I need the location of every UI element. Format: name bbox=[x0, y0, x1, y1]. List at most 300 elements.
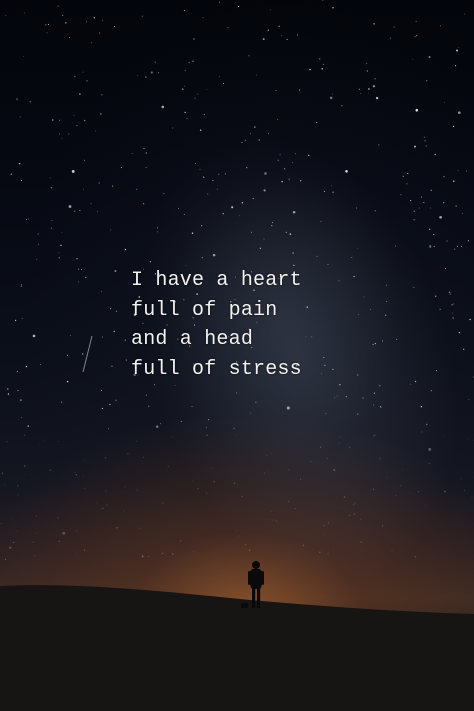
star bbox=[255, 402, 256, 403]
star bbox=[445, 268, 446, 269]
star bbox=[46, 32, 47, 33]
star bbox=[15, 320, 16, 321]
star bbox=[375, 210, 376, 211]
star bbox=[59, 257, 60, 258]
star bbox=[50, 470, 51, 471]
quote-line-2: full of pain bbox=[131, 298, 278, 322]
star bbox=[357, 413, 358, 414]
star bbox=[108, 428, 109, 429]
star bbox=[359, 89, 360, 90]
star bbox=[458, 170, 459, 171]
star bbox=[279, 26, 280, 27]
star bbox=[429, 229, 430, 230]
star bbox=[366, 63, 367, 64]
star bbox=[349, 447, 350, 448]
star bbox=[6, 441, 7, 442]
star bbox=[353, 504, 354, 505]
star bbox=[148, 406, 149, 407]
star bbox=[5, 15, 6, 16]
quote-line-4: full of stress bbox=[131, 357, 302, 381]
star bbox=[213, 481, 214, 482]
star bbox=[333, 469, 335, 471]
star bbox=[30, 101, 31, 102]
star bbox=[453, 181, 454, 182]
star bbox=[213, 254, 216, 257]
star bbox=[21, 417, 22, 418]
star bbox=[86, 80, 87, 81]
star bbox=[143, 457, 144, 458]
star bbox=[450, 293, 451, 294]
star bbox=[69, 205, 72, 208]
star bbox=[253, 198, 254, 199]
star bbox=[84, 160, 85, 161]
star bbox=[431, 190, 432, 191]
star bbox=[101, 94, 102, 95]
star bbox=[231, 206, 233, 208]
star bbox=[19, 163, 21, 165]
star bbox=[39, 443, 40, 444]
star bbox=[136, 189, 137, 190]
star bbox=[373, 344, 374, 345]
star bbox=[195, 163, 196, 164]
star bbox=[410, 384, 411, 385]
star bbox=[316, 122, 317, 123]
star bbox=[115, 400, 116, 401]
star bbox=[203, 17, 204, 18]
star bbox=[112, 186, 113, 187]
star bbox=[413, 287, 414, 288]
star bbox=[272, 222, 273, 223]
star bbox=[59, 133, 60, 134]
star bbox=[193, 38, 194, 39]
star bbox=[13, 542, 14, 543]
star bbox=[395, 246, 396, 247]
star bbox=[150, 261, 151, 262]
star bbox=[139, 528, 140, 529]
star bbox=[5, 485, 6, 486]
star bbox=[424, 140, 425, 141]
star bbox=[374, 393, 375, 394]
star bbox=[58, 252, 59, 253]
star bbox=[295, 153, 296, 154]
star bbox=[181, 421, 182, 422]
star bbox=[456, 50, 458, 52]
star bbox=[114, 331, 115, 332]
star bbox=[321, 373, 322, 374]
star bbox=[207, 89, 208, 90]
star bbox=[238, 6, 239, 7]
star bbox=[425, 505, 426, 506]
star bbox=[67, 355, 68, 356]
star bbox=[2, 472, 3, 473]
star bbox=[206, 434, 207, 435]
star bbox=[354, 503, 355, 504]
star bbox=[106, 504, 107, 505]
star bbox=[17, 485, 18, 486]
star bbox=[36, 533, 37, 534]
star bbox=[453, 126, 454, 127]
star bbox=[363, 297, 364, 298]
star bbox=[116, 527, 117, 528]
star bbox=[414, 36, 415, 37]
star bbox=[24, 12, 25, 13]
star bbox=[193, 551, 194, 552]
star bbox=[433, 234, 434, 235]
star bbox=[33, 542, 34, 543]
star bbox=[208, 419, 209, 420]
star bbox=[132, 153, 133, 154]
star bbox=[242, 142, 243, 143]
star bbox=[446, 240, 447, 241]
star bbox=[423, 202, 424, 203]
star bbox=[17, 390, 18, 391]
star bbox=[332, 191, 333, 192]
star bbox=[238, 536, 239, 537]
star bbox=[332, 369, 333, 370]
star bbox=[219, 76, 220, 77]
star bbox=[160, 423, 161, 424]
star bbox=[105, 457, 106, 458]
star bbox=[373, 435, 374, 436]
star bbox=[180, 540, 181, 541]
star bbox=[263, 38, 265, 40]
star bbox=[84, 488, 85, 489]
star bbox=[151, 71, 153, 73]
star bbox=[331, 186, 332, 187]
star bbox=[7, 388, 8, 389]
star bbox=[211, 467, 212, 468]
star bbox=[100, 113, 101, 114]
star bbox=[453, 303, 454, 304]
star bbox=[203, 176, 204, 177]
star bbox=[126, 360, 127, 361]
star bbox=[57, 5, 58, 6]
star bbox=[278, 160, 279, 161]
star bbox=[412, 59, 413, 60]
star bbox=[83, 189, 84, 190]
star bbox=[1, 523, 2, 524]
star bbox=[163, 193, 164, 194]
star bbox=[327, 553, 328, 554]
quote-line-3: and a head bbox=[131, 328, 254, 351]
star bbox=[288, 469, 289, 470]
star bbox=[84, 460, 85, 461]
star bbox=[356, 207, 357, 208]
star bbox=[184, 112, 185, 113]
star bbox=[461, 246, 462, 247]
star bbox=[59, 120, 60, 121]
star bbox=[76, 530, 77, 531]
star bbox=[464, 14, 465, 15]
star bbox=[333, 550, 334, 551]
star bbox=[323, 64, 324, 65]
star bbox=[407, 173, 408, 174]
star bbox=[419, 208, 420, 209]
star bbox=[256, 75, 257, 76]
star bbox=[21, 180, 22, 181]
star bbox=[62, 15, 63, 16]
star bbox=[385, 315, 386, 316]
star bbox=[400, 485, 401, 486]
star bbox=[148, 556, 149, 557]
star bbox=[192, 406, 193, 407]
star bbox=[295, 508, 296, 509]
star bbox=[20, 399, 21, 400]
star bbox=[186, 118, 187, 119]
star bbox=[349, 515, 350, 516]
star bbox=[466, 171, 467, 172]
star bbox=[184, 214, 185, 215]
star bbox=[192, 61, 193, 62]
star bbox=[184, 86, 185, 87]
star bbox=[142, 555, 144, 557]
star bbox=[78, 269, 79, 270]
star bbox=[34, 555, 35, 556]
star bbox=[260, 248, 261, 249]
star bbox=[354, 276, 355, 277]
star bbox=[102, 408, 103, 409]
star bbox=[155, 61, 156, 62]
star bbox=[434, 246, 435, 247]
star bbox=[357, 248, 358, 249]
star bbox=[324, 534, 325, 535]
star bbox=[436, 370, 437, 371]
star bbox=[415, 381, 416, 382]
star bbox=[206, 493, 207, 494]
star bbox=[157, 227, 158, 228]
star bbox=[79, 476, 80, 477]
star bbox=[97, 211, 98, 212]
star bbox=[341, 105, 342, 106]
star bbox=[146, 152, 147, 153]
star bbox=[414, 211, 415, 212]
star bbox=[403, 176, 404, 177]
star bbox=[105, 491, 106, 492]
star bbox=[24, 465, 25, 466]
star bbox=[102, 20, 103, 21]
star bbox=[62, 138, 63, 139]
star bbox=[292, 252, 293, 253]
star bbox=[334, 397, 335, 398]
star bbox=[324, 191, 325, 192]
star bbox=[162, 106, 165, 109]
star bbox=[440, 25, 441, 26]
star bbox=[424, 137, 425, 138]
star bbox=[443, 202, 444, 203]
star bbox=[449, 292, 450, 293]
star bbox=[235, 435, 236, 436]
star bbox=[439, 216, 442, 219]
star bbox=[81, 269, 82, 270]
star bbox=[332, 94, 333, 95]
star bbox=[58, 441, 59, 442]
star bbox=[84, 550, 85, 551]
star bbox=[458, 47, 459, 48]
star bbox=[36, 259, 37, 260]
star bbox=[406, 183, 407, 184]
star bbox=[266, 455, 267, 456]
star bbox=[202, 257, 203, 258]
quote-line-1: I have a heart bbox=[131, 269, 302, 292]
star bbox=[339, 443, 340, 444]
star bbox=[234, 483, 235, 484]
star bbox=[116, 311, 117, 312]
star bbox=[200, 169, 201, 170]
star bbox=[311, 337, 312, 338]
star bbox=[300, 180, 301, 181]
star bbox=[338, 280, 339, 281]
star bbox=[266, 519, 267, 520]
star bbox=[255, 547, 256, 548]
star bbox=[110, 229, 111, 230]
star bbox=[264, 473, 265, 474]
star bbox=[28, 218, 29, 219]
star bbox=[162, 502, 163, 503]
star bbox=[228, 27, 229, 28]
star bbox=[22, 318, 23, 319]
star bbox=[270, 511, 271, 512]
star bbox=[94, 17, 95, 18]
star bbox=[300, 479, 301, 480]
star bbox=[264, 172, 267, 175]
star bbox=[21, 286, 22, 287]
star bbox=[212, 180, 213, 181]
star bbox=[316, 256, 317, 257]
star bbox=[85, 277, 86, 278]
star bbox=[373, 23, 374, 24]
star bbox=[168, 466, 169, 467]
star bbox=[204, 114, 205, 115]
star bbox=[82, 353, 83, 354]
star bbox=[426, 80, 427, 81]
star bbox=[17, 531, 18, 532]
star bbox=[12, 518, 13, 519]
star bbox=[361, 542, 362, 543]
star bbox=[452, 317, 453, 318]
star bbox=[110, 308, 111, 309]
star bbox=[358, 314, 359, 315]
star bbox=[418, 491, 419, 492]
star bbox=[236, 392, 237, 393]
star bbox=[142, 16, 143, 17]
star bbox=[79, 210, 80, 211]
star bbox=[101, 291, 102, 292]
star bbox=[286, 232, 287, 233]
star bbox=[197, 94, 198, 95]
small-object-on-ground bbox=[241, 603, 248, 608]
star bbox=[250, 133, 251, 134]
star bbox=[26, 366, 27, 367]
star bbox=[264, 239, 265, 240]
star bbox=[51, 228, 52, 229]
star bbox=[268, 29, 269, 30]
star bbox=[26, 219, 27, 220]
star bbox=[102, 337, 103, 338]
star bbox=[172, 436, 173, 437]
star bbox=[60, 245, 61, 246]
star bbox=[469, 319, 470, 320]
star bbox=[390, 38, 391, 39]
star bbox=[137, 75, 138, 76]
star bbox=[281, 181, 282, 182]
star bbox=[248, 55, 249, 56]
star bbox=[337, 396, 338, 397]
star bbox=[413, 219, 414, 220]
star bbox=[457, 246, 458, 247]
star bbox=[414, 146, 416, 148]
star bbox=[368, 88, 369, 89]
star bbox=[394, 26, 395, 27]
star bbox=[395, 495, 396, 496]
star bbox=[309, 69, 310, 70]
star bbox=[463, 349, 464, 350]
star bbox=[206, 427, 207, 428]
star bbox=[416, 35, 417, 36]
star bbox=[184, 10, 185, 11]
star bbox=[416, 21, 417, 22]
star bbox=[367, 70, 368, 71]
star bbox=[172, 127, 173, 128]
star bbox=[17, 371, 18, 372]
star bbox=[382, 525, 383, 526]
star bbox=[351, 257, 352, 258]
star bbox=[5, 559, 6, 560]
star bbox=[16, 98, 17, 99]
star bbox=[146, 167, 147, 168]
star bbox=[400, 194, 401, 195]
star bbox=[382, 341, 383, 342]
star bbox=[109, 404, 110, 405]
star bbox=[45, 24, 46, 25]
star bbox=[121, 518, 122, 519]
star bbox=[461, 479, 462, 480]
star bbox=[297, 34, 298, 35]
star bbox=[219, 2, 220, 3]
star bbox=[324, 365, 325, 366]
star bbox=[102, 508, 103, 509]
star bbox=[373, 85, 375, 87]
star bbox=[303, 545, 304, 546]
star bbox=[121, 167, 122, 168]
star bbox=[299, 89, 300, 90]
star bbox=[444, 436, 445, 437]
star bbox=[223, 213, 224, 214]
star bbox=[127, 453, 128, 454]
star bbox=[391, 550, 392, 551]
star bbox=[410, 200, 411, 201]
star bbox=[86, 21, 87, 22]
star bbox=[287, 407, 290, 410]
star bbox=[136, 441, 137, 442]
star bbox=[326, 413, 327, 414]
star bbox=[339, 384, 340, 385]
star bbox=[426, 424, 427, 425]
star bbox=[323, 0, 324, 1]
star bbox=[271, 225, 272, 226]
star bbox=[268, 470, 269, 471]
star bbox=[435, 295, 436, 296]
star bbox=[76, 258, 77, 259]
star bbox=[357, 374, 358, 375]
star bbox=[319, 58, 320, 59]
star bbox=[28, 425, 29, 426]
star bbox=[370, 309, 371, 310]
star bbox=[324, 525, 325, 526]
star bbox=[289, 179, 290, 180]
star bbox=[245, 544, 246, 545]
star bbox=[145, 76, 146, 77]
star bbox=[386, 285, 387, 286]
